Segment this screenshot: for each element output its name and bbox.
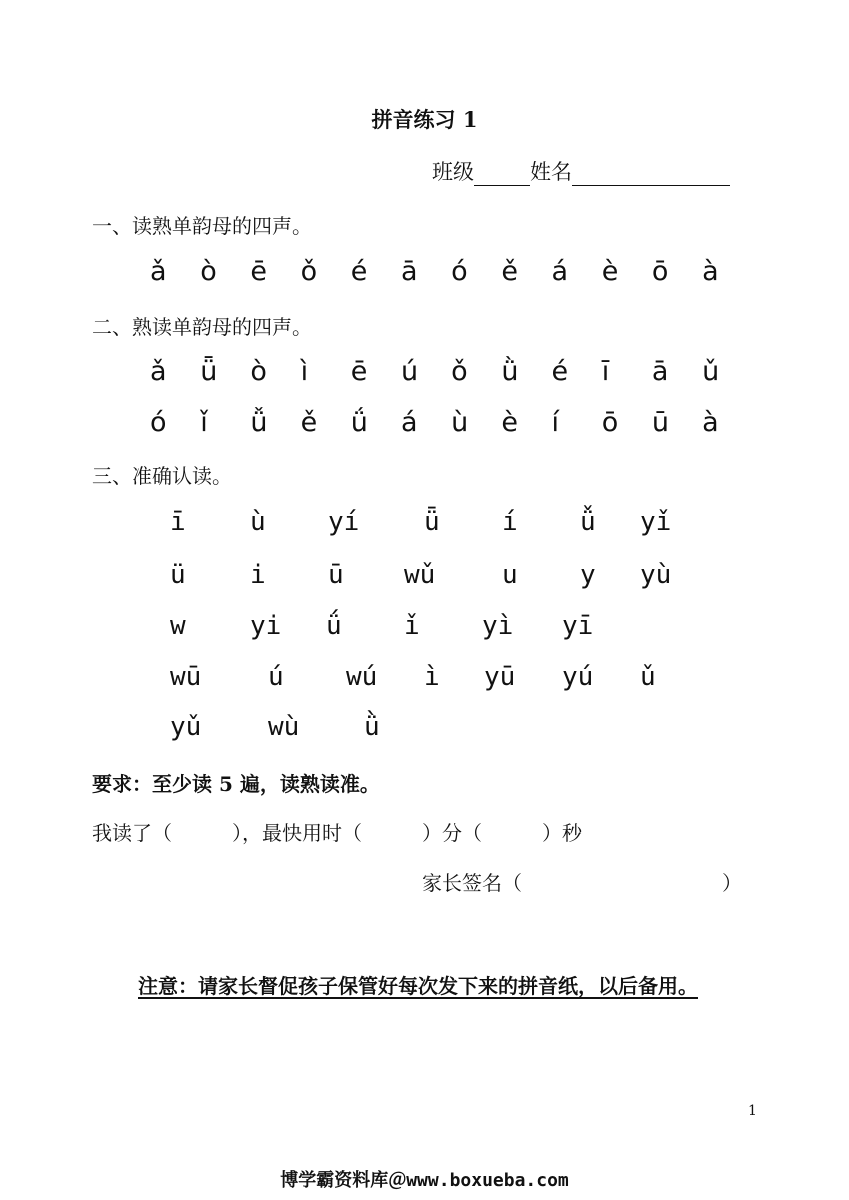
pinyin-item: ò: [200, 256, 217, 287]
section2-row-2: [150, 407, 752, 438]
pinyin-item: ó: [451, 256, 468, 287]
pinyin-item: è: [501, 407, 518, 438]
pinyin-item: ǐ: [404, 611, 420, 641]
pinyin-item: ǐ: [200, 407, 208, 438]
pinyin-item: u: [502, 560, 518, 590]
pinyin-item: ó: [150, 407, 167, 438]
parent-signature-line: 家长签名（ ）: [422, 871, 742, 895]
pinyin-item: ā: [400, 256, 418, 287]
pinyin-item: ǘ: [326, 611, 342, 641]
pinyin-item: è: [601, 256, 619, 287]
pinyin-item: wǔ: [404, 560, 436, 590]
pinyin-item: yū: [484, 662, 516, 692]
pinyin-item: ü: [170, 560, 186, 590]
footer-watermark: 博学霸资料库＠www.boxueba.com: [280, 1170, 569, 1191]
pinyin-item: ī: [170, 507, 186, 537]
pinyin-item: ǖ: [424, 507, 440, 537]
pinyin-item: ù: [250, 507, 266, 537]
pinyin-item: yī: [562, 611, 594, 641]
pinyin-item: ě: [300, 407, 318, 438]
pinyin-item: ǎ: [150, 356, 167, 387]
pinyin-item: ì: [424, 662, 440, 692]
pinyin-item: ū: [328, 560, 344, 590]
pinyin-item: á: [400, 407, 418, 438]
pinyin-item: ō: [601, 407, 619, 438]
pinyin-item: wū: [170, 662, 202, 692]
pinyin-item: ē: [250, 256, 267, 287]
pinyin-item: ì: [300, 356, 309, 387]
pinyin-item: ǜ: [364, 712, 380, 742]
name-label: 姓名: [530, 160, 572, 184]
page-title: 拼音练习 1: [371, 107, 478, 132]
pinyin-item: ǔ: [640, 662, 656, 692]
pinyin-item: yǔ: [170, 712, 202, 742]
pinyin-item: ū: [651, 407, 669, 438]
pinyin-item: ǜ: [501, 356, 519, 387]
section2-row-1: [150, 356, 752, 387]
pinyin-item: é: [551, 356, 569, 387]
pinyin-item: í: [551, 407, 560, 438]
class-blank: [474, 163, 530, 186]
pinyin-item: ǖ: [200, 356, 218, 387]
page-number: 1: [748, 1103, 757, 1119]
pinyin-item: ǒ: [451, 356, 468, 387]
section1-row: [150, 256, 752, 287]
section2-heading: 二、熟读单韵母的四声。: [92, 315, 312, 339]
pinyin-item: ē: [350, 356, 368, 387]
pinyin-item: ī: [601, 356, 610, 387]
pinyin-item: ù: [451, 407, 469, 438]
pinyin-item: yú: [562, 662, 594, 692]
pinyin-item: y: [580, 560, 596, 590]
pinyin-item: ō: [651, 256, 669, 287]
pinyin-item: í: [502, 507, 518, 537]
pinyin-item: ǘ: [350, 407, 368, 438]
pinyin-item: yǐ: [640, 507, 672, 537]
class-label: 班级: [432, 160, 474, 184]
pinyin-item: ǚ: [580, 507, 596, 537]
pinyin-item: à: [702, 256, 719, 287]
pinyin-item: ú: [268, 662, 284, 692]
pinyin-item: ě: [501, 256, 518, 287]
pinyin-item: yi: [250, 611, 282, 641]
reading-record-line: 我读了（ ），最快用时（ ）分（ ）秒: [92, 821, 582, 845]
pinyin-item: ǚ: [250, 407, 268, 438]
section3-heading: 三、准确认读。: [92, 464, 232, 488]
pinyin-item: ǔ: [702, 356, 720, 387]
pinyin-item: á: [551, 256, 569, 287]
pinyin-item: ǎ: [150, 256, 167, 287]
pinyin-item: yí: [328, 507, 360, 537]
pinyin-item: wù: [268, 712, 300, 742]
section1-heading: 一、读熟单韵母的四声。: [92, 214, 312, 238]
pinyin-item: yì: [482, 611, 514, 641]
pinyin-item: w: [170, 611, 186, 641]
name-blank: [572, 163, 730, 186]
class-name-line: [432, 156, 730, 186]
parent-note: 注意：请家长督促孩子保管好每次发下来的拼音纸，以后备用。: [138, 974, 698, 998]
pinyin-item: i: [250, 560, 266, 590]
pinyin-item: yù: [640, 560, 672, 590]
pinyin-item: à: [702, 407, 719, 438]
pinyin-item: ǒ: [300, 256, 318, 287]
pinyin-item: é: [350, 256, 368, 287]
pinyin-item: ā: [651, 356, 669, 387]
requirement-text: 要求：至少读 5 遍，读熟读准。: [92, 772, 380, 796]
pinyin-item: ò: [250, 356, 267, 387]
pinyin-item: wú: [346, 662, 378, 692]
pinyin-item: ú: [400, 356, 419, 387]
